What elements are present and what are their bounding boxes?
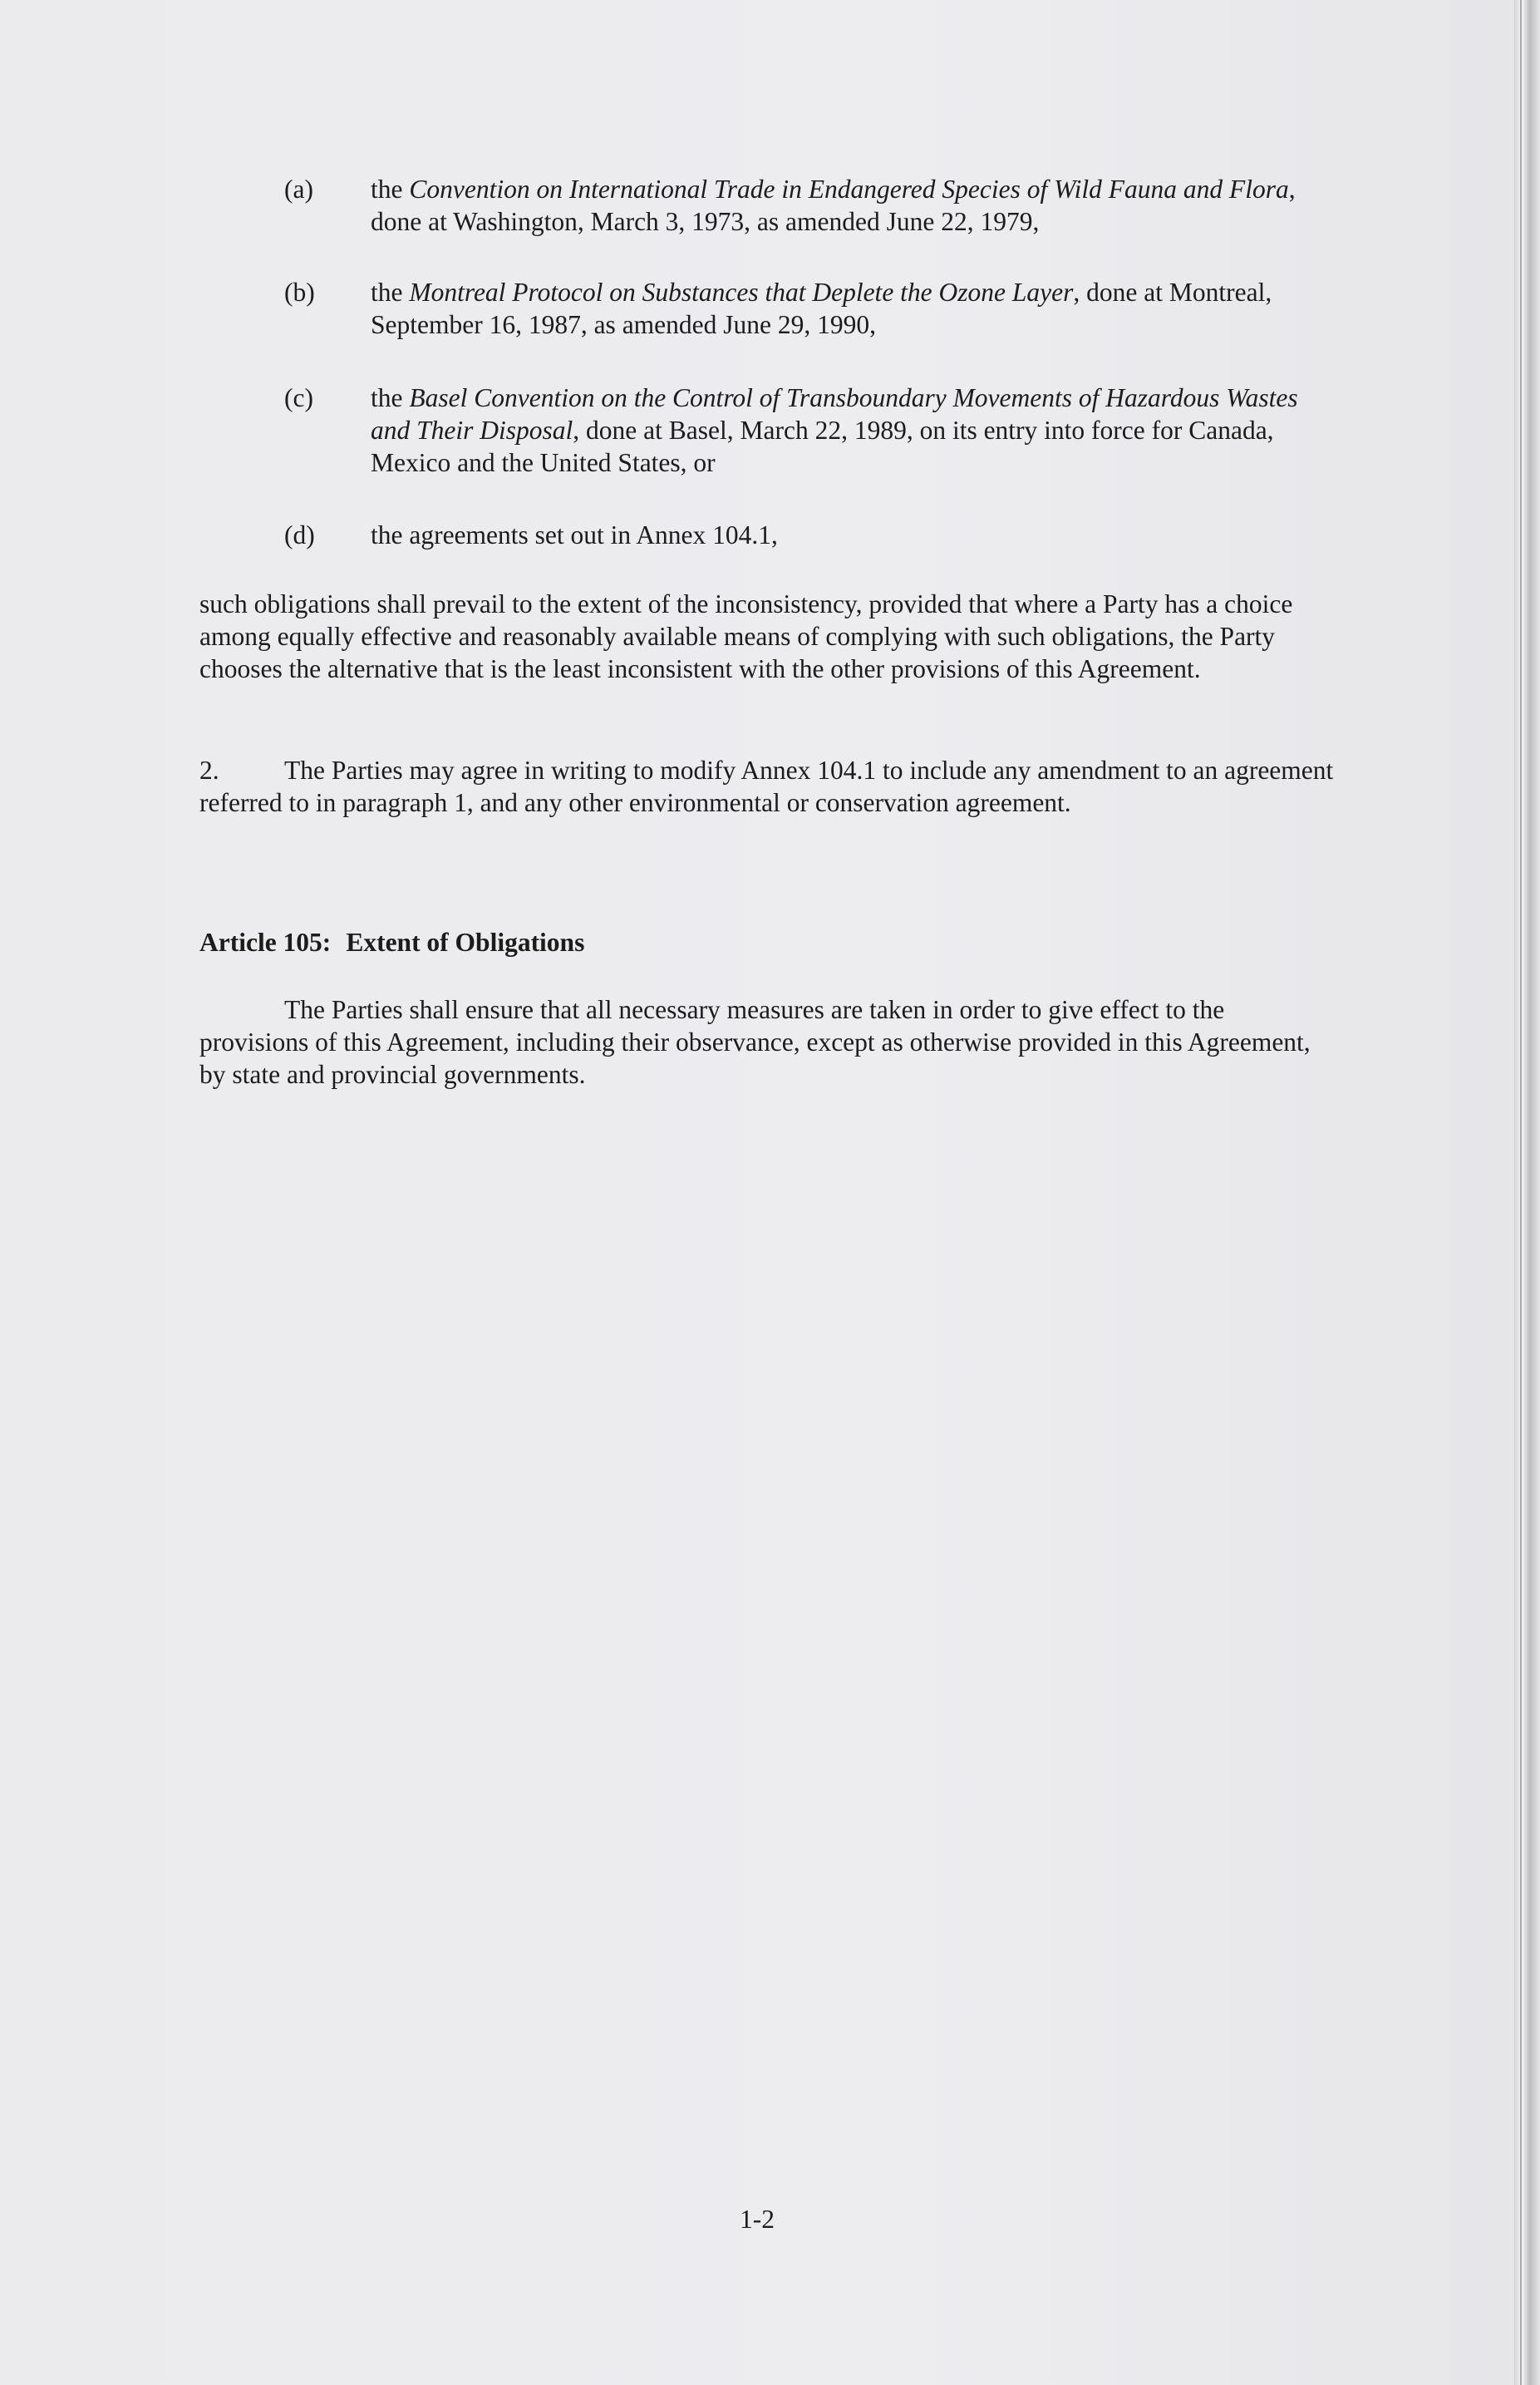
item-text-pre: the [371,383,410,412]
item-text-post: , done at Washington, March 3, 1973, as amended June 22, 1979, [371,175,1296,236]
item-text-pre: the agreements set out in Annex 104.1, [371,520,778,549]
item-title: Basel Convention on the Control of Transboundary Movements of Hazardous Wastes and Their Disposal [371,383,1298,445]
item-text-post: , done at Montreal, September 16, 1987, as amended June 29, 1990, [371,278,1272,339]
item-text [371,519,1326,551]
page-edge [1514,0,1540,2385]
paragraph-number: 2. [199,756,219,785]
page-edge-line [1520,0,1522,2385]
item-text-pre: the [371,278,410,307]
article-number: Article 105: [199,928,332,957]
page-number: 1-2 [740,2205,775,2234]
item-text [371,382,1326,479]
paragraph-2 [199,754,1338,819]
article-title: Extent of Obligations [346,928,585,957]
item-text [371,173,1326,238]
item-label: (b) [284,278,315,307]
item-label: (c) [284,383,313,412]
article-text: The Parties shall ensure that all necessary measures are taken in order to give effect to the provisions of this Agreement, including their observance, except as otherwise provided in this Agreement, by state and provincial governments. [199,995,1311,1089]
item-label: (d) [284,520,315,549]
item-text-pre: the [371,175,410,204]
item-title: Convention on International Trade in Endangered Species of Wild Fauna and Flora [409,175,1289,204]
item-label: (a) [284,175,313,204]
item-text-post: , done at Basel, March 22, 1989, on its entry into force for Canada, Mexico and the United States, or [371,416,1274,477]
item-title: Montreal Protocol on Substances that Deplete the Ozone Layer [409,278,1074,307]
article-heading [199,926,584,958]
paragraph-text: The Parties may agree in writing to modify Annex 104.1 to include any amendment to an agreement referred to in paragraph 1, and any other environmental or conservation agreement. [199,756,1334,817]
article-paragraph [199,993,1338,1091]
obligations-paragraph: such obligations shall prevail to the extent of the inconsistency, provided that where a Party has a choice among equally effective and reasonably available means of complying with such obligations, the Party chooses the alternative that is the least inconsistent with the other provisions of this Agreement. [199,589,1293,683]
item-text [371,276,1326,341]
